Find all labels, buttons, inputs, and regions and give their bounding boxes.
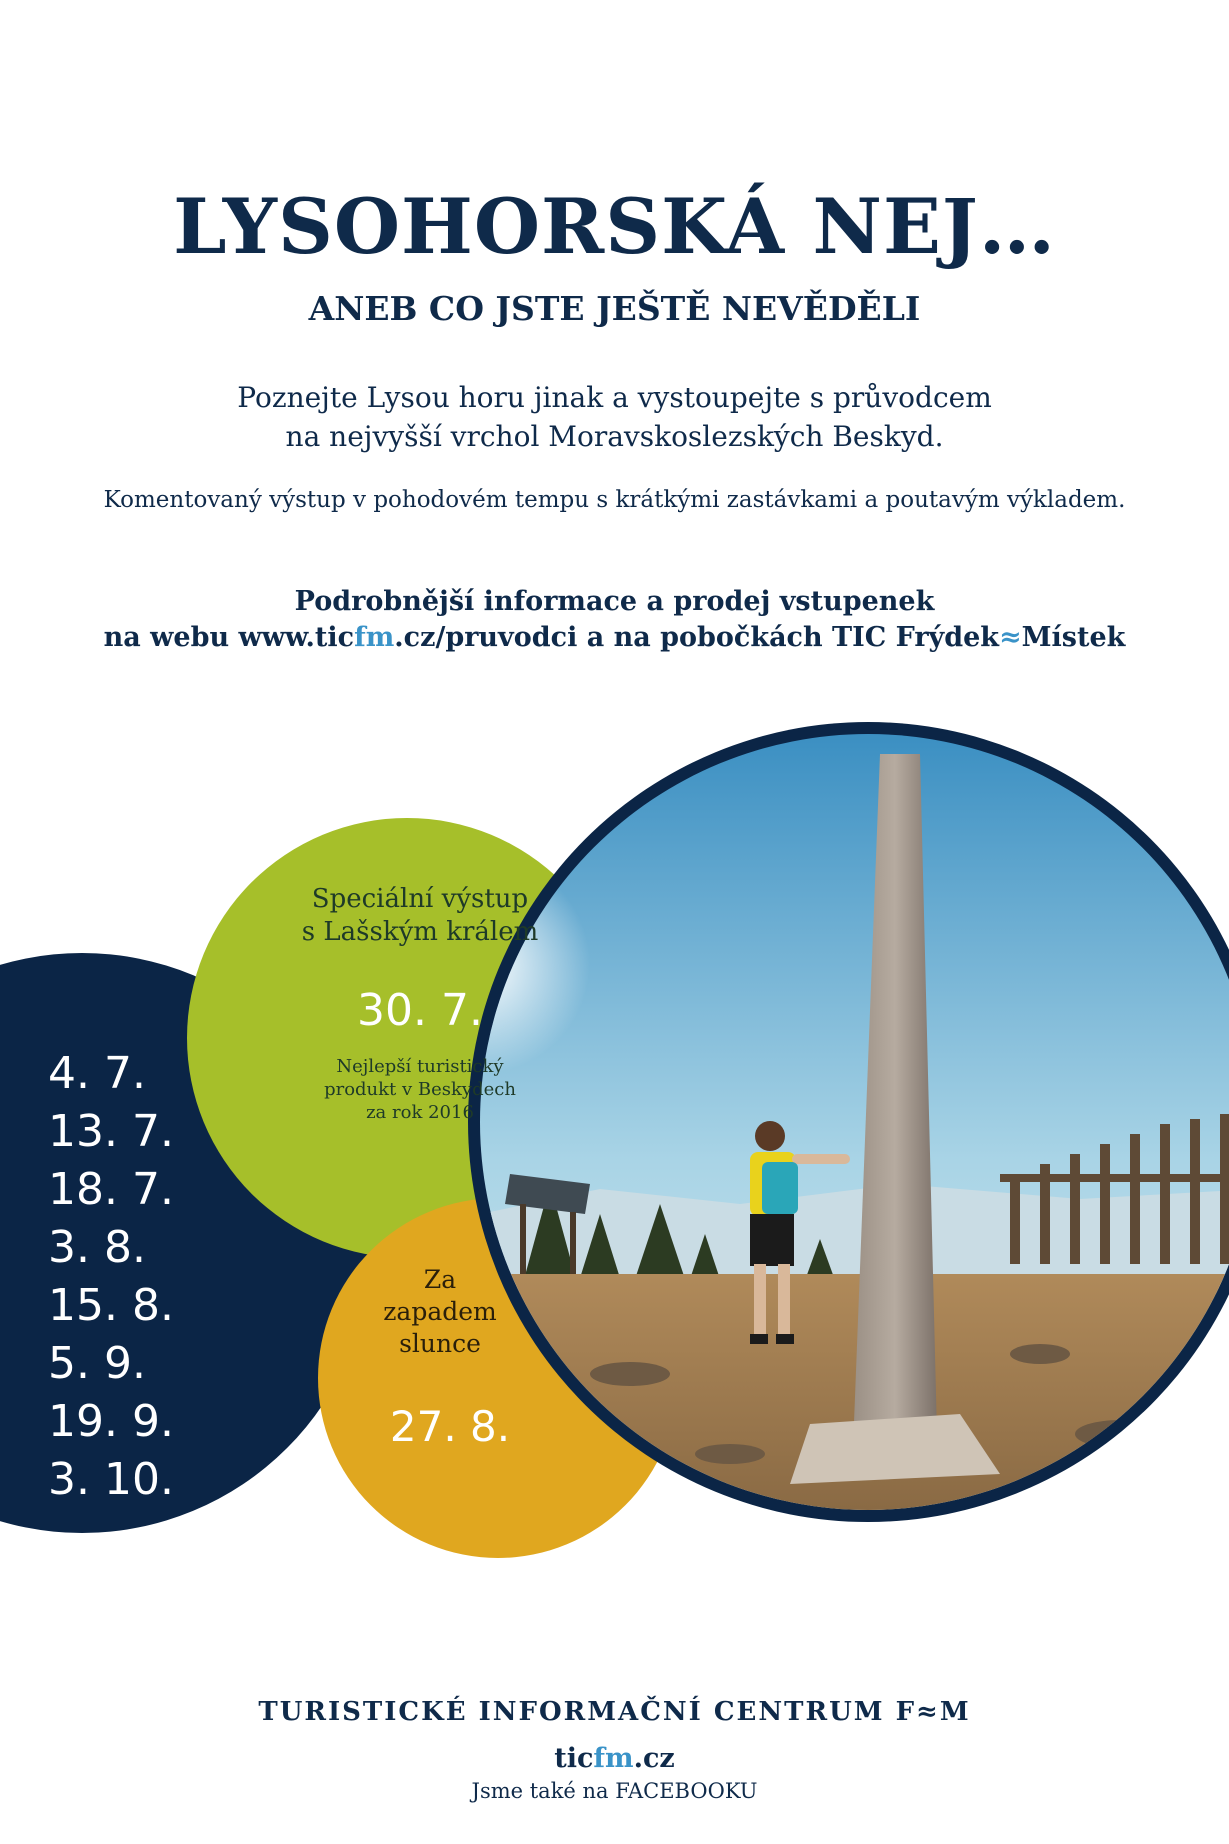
page-title: LYSOHORSKÁ NEJ… (173, 182, 1056, 271)
special-award (230, 1055, 610, 1124)
footer-title: TURISTICKÉ INFORMAČNÍ CENTRUM F≈M (258, 1697, 971, 1727)
intro-line-1: Poznejte Lysou horu jinak a vystoupejte s průvodcem (237, 381, 992, 414)
footer-website[interactable] (0, 1743, 1229, 1774)
special-title-line-1: Speciální výstup (311, 884, 529, 914)
footer-facebook: Jsme také na FACEBOOKU (471, 1779, 758, 1803)
info-url-mid: .cz/pruvodci a na pobočkách TIC Frýdek (394, 622, 1000, 653)
footer-site-prefix: tic (554, 1743, 594, 1774)
footer-site-fm: fm (593, 1743, 634, 1774)
date-item: 5. 9. (48, 1338, 146, 1389)
info-wave: ≈ (999, 622, 1022, 653)
sunset-date: 27. 8. (389, 1402, 511, 1451)
sunset-line-3: slunce (399, 1329, 481, 1358)
description: Komentovaný výstup v pohodovém tempu s krátkými zastávkami a poutavým výkladem. (103, 487, 1126, 513)
intro-line-2: na nejvyšší vrchol Moravskoslezských Beskyd. (285, 420, 944, 453)
info-line-1: Podrobnější informace a prodej vstupenek (294, 586, 935, 617)
info-line-2 (0, 620, 1229, 656)
date-item: 15. 8. (48, 1280, 174, 1331)
footer-site-suffix: .cz (633, 1743, 675, 1774)
date-item: 13. 7. (48, 1106, 174, 1157)
info-block (0, 584, 1229, 656)
page-subtitle: ANEB CO JSTE JEŠTĚ NEVĚDĚLI (308, 289, 921, 328)
date-item: 19. 9. (48, 1396, 174, 1447)
intro-text (0, 378, 1229, 456)
special-date: 30. 7. (357, 985, 483, 1036)
info-url-fm: fm (354, 622, 395, 653)
sunset-line-2: zapadem (383, 1297, 497, 1326)
special-title (230, 883, 610, 949)
special-title-line-2: s Lašským králem (301, 917, 539, 947)
info-url-prefix: na webu www.tic (103, 622, 355, 653)
award-line-3: za rok 2016 (366, 1102, 474, 1123)
date-item: 4. 7. (48, 1048, 146, 1099)
date-item: 3. 10. (48, 1454, 174, 1505)
date-item: 18. 7. (48, 1164, 174, 1215)
award-line-1: Nejlepší turistický (336, 1056, 504, 1077)
sunset-line-1: Za (423, 1265, 457, 1294)
sunset-title (330, 1264, 550, 1360)
info-url-suffix: Místek (1021, 622, 1126, 653)
date-item: 3. 8. (48, 1222, 146, 1273)
dates-list (48, 1045, 174, 1509)
award-line-2: produkt v Beskydech (324, 1079, 516, 1100)
